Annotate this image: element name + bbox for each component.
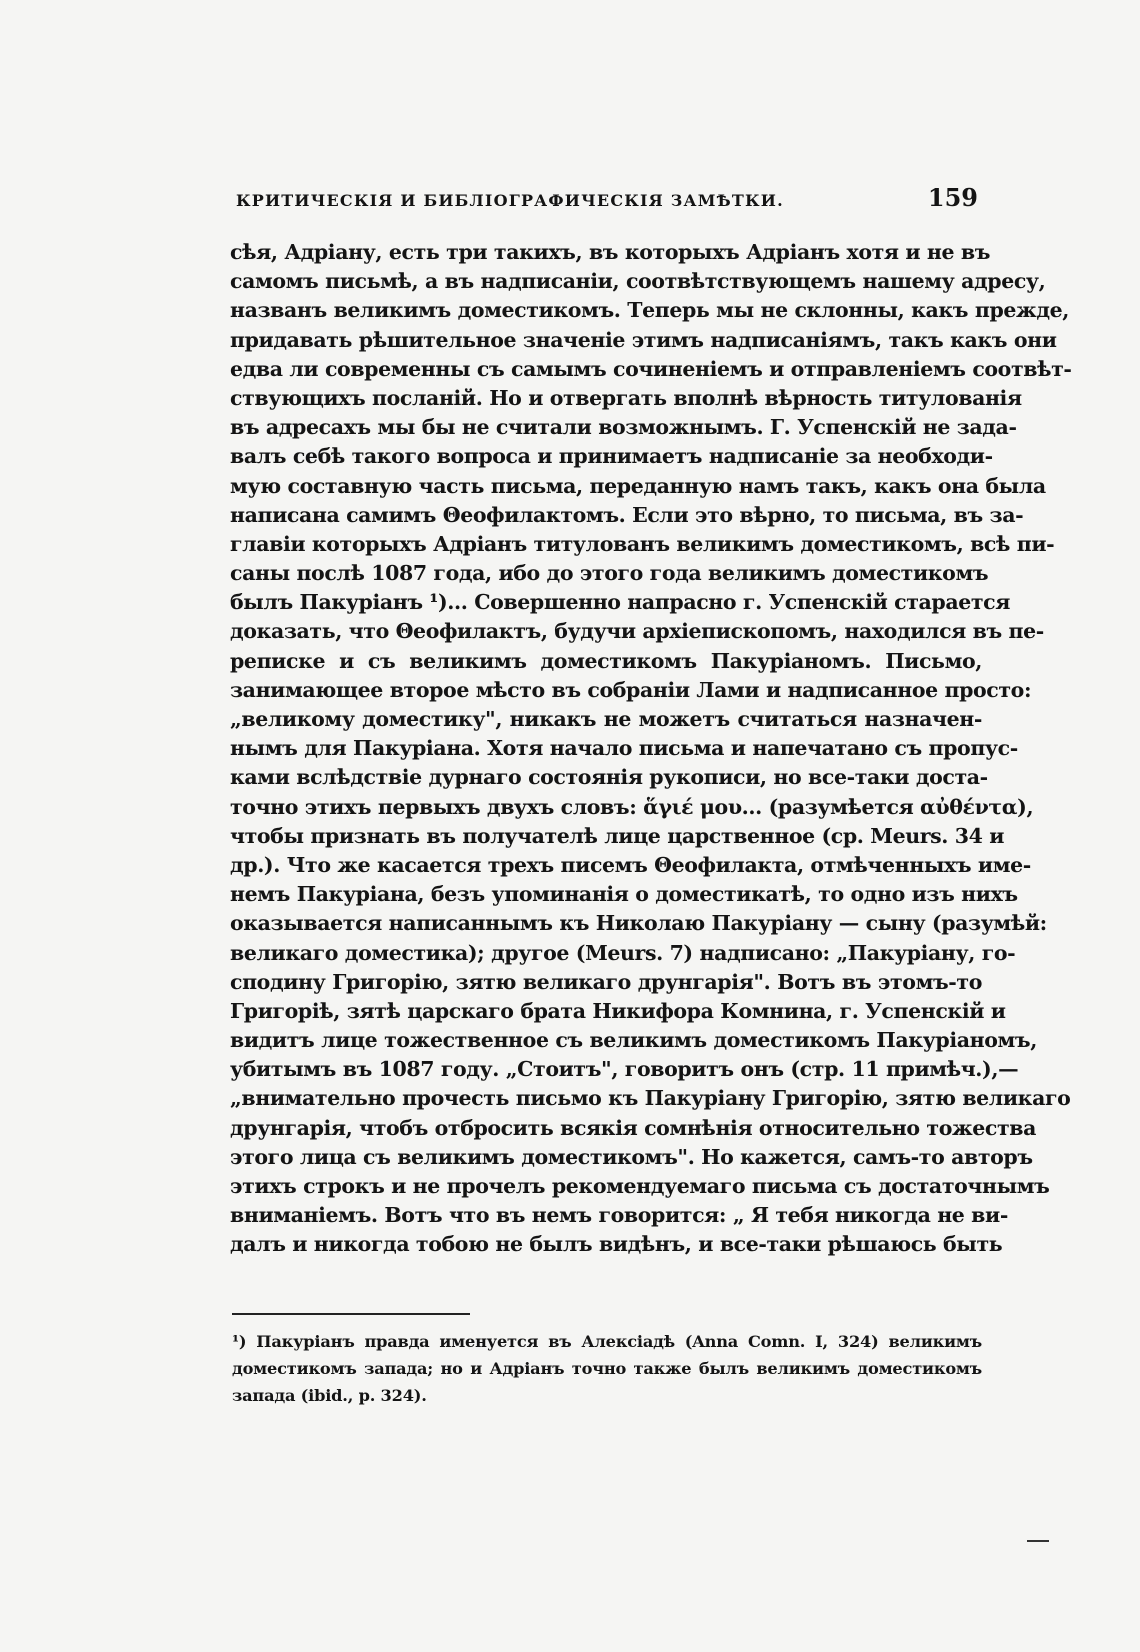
text-line: др.). Что же касается трехъ писемъ Θеофилакта, отмѣченныхъ име-	[230, 852, 1031, 877]
text-line: нымъ для Пакуріана. Хотя начало письма и напечатано съ пропус-	[230, 736, 1018, 761]
text-line: великаго доместика); другое (Meurs. 7) надписано: „Пакуріану, го-	[230, 940, 1016, 965]
footnote-line: доместикомъ запада; но и Адріанъ точно также былъ великимъ доместикомъ	[232, 1359, 982, 1378]
footnote-divider	[232, 1313, 470, 1315]
text-line: сподину Григорію, зятю великаго друнгарія". Вотъ въ этомъ-то	[230, 969, 982, 994]
text-line: „внимательно прочесть письмо къ Пакуріану Григорію, зятю великаго	[230, 1086, 1071, 1111]
text-line: этого лица съ великимъ доместикомъ". Но кажется, самъ-то авторъ	[230, 1144, 1033, 1169]
text-line: занимающее второе мѣсто въ собраніи Лами и надписанное просто:	[230, 677, 1032, 702]
running-title: КРИТИЧЕСКІЯ И БИБЛІОГРАФИЧЕСКІЯ ЗАМѢТКИ.	[236, 191, 784, 210]
text-line: Григоріѣ, зятѣ царскаго брата Никифора Комнина, г. Успенскій и	[230, 998, 1006, 1023]
text-line: придавать рѣшительное значеніе этимъ надписаніямъ, такъ какъ они	[230, 327, 1057, 352]
text-line: немъ Пакуріана, безъ упоминанія о доместикатѣ, то одно изъ нихъ	[230, 882, 1018, 907]
page-header	[236, 183, 978, 223]
text-line: мую составную часть письма, переданную намъ такъ, какъ она была	[230, 473, 1046, 498]
text-line: реписке и съ великимъ доместикомъ Пакуріаномъ. Письмо,	[230, 648, 982, 673]
text-line: сѣя, Адріану, есть три такихъ, въ которыхъ Адріанъ хотя и не въ	[230, 240, 991, 264]
text-line: самомъ письмѣ, а въ надписаніи, соотвѣтствующемъ нашему адресу,	[230, 269, 1046, 294]
text-line: ками вслѣдствіе дурнаго состоянія рукописи, но все-таки доста-	[230, 765, 988, 790]
text-line: далъ и никогда тобою не былъ видѣнъ, и все-таки рѣшаюсь быть	[230, 1232, 1003, 1257]
text-line: главіи которыхъ Адріанъ титулованъ великимъ доместикомъ, всѣ пи-	[230, 531, 1055, 556]
footnote-line: ¹) Пакуріанъ правда именуется въ Алексіадѣ (Anna Comn. I, 324) великимъ	[232, 1332, 982, 1351]
text-line: написана самимъ Θеофилактомъ. Если это вѣрно, то письма, въ за-	[230, 502, 1024, 527]
text-line: друнгарія, чтобъ отбросить всякія сомнѣнія относительно тожества	[230, 1115, 1037, 1140]
footnote-line: запада (ibid., p. 324).	[232, 1386, 427, 1405]
margin-mark	[1027, 1540, 1049, 1542]
text-line: оказывается написаннымъ къ Николаю Пакуріану — сыну (разумѣй:	[230, 911, 1047, 936]
text-line: въ адресахъ мы бы не считали возможнымъ. Г. Успенскій не зада-	[230, 415, 1017, 440]
text-line: валъ себѣ такого вопроса и принимаетъ надписаніе за необходи-	[230, 444, 993, 469]
text-line: видитъ лице тожественное съ великимъ доместикомъ Пакуріаномъ,	[230, 1028, 1037, 1053]
page-number: 159	[927, 183, 978, 212]
text-line: чтобы признать въ получателѣ лице царственное (ср. Meurs. 34 и	[230, 823, 1004, 848]
text-line: едва ли современны съ самымъ сочиненіемъ и отправленіемъ соотвѣт-	[230, 356, 1072, 381]
body-text	[230, 238, 1072, 1260]
text-line: доказать, что Θеофилактъ, будучи архіепископомъ, находился въ пе-	[230, 619, 1044, 644]
text-line: убитымъ въ 1087 году. „Стоитъ", говоритъ онъ (стр. 11 примѣч.),—	[230, 1057, 1019, 1082]
text-line: вниманіемъ. Вотъ что въ немъ говорится: „ Я тебя никогда не ви-	[230, 1203, 1008, 1228]
text-line: былъ Пакуріанъ ¹)... Совершенно напрасно г. Успенскій старается	[230, 590, 1010, 615]
footnote	[232, 1328, 982, 1409]
text-line: названъ великимъ доместикомъ. Теперь мы не склонны, какъ прежде,	[230, 298, 1069, 323]
text-line: этихъ строкъ и не прочелъ рекомендуемаго письма съ достаточнымъ	[230, 1174, 1050, 1198]
text-line: саны послѣ 1087 года, ибо до этого года великимъ доместикомъ	[230, 561, 989, 586]
text-line: точно этихъ первыхъ двухъ словъ: ἅγιέ μου... (разумѣется αὐθέντα),	[230, 794, 1034, 819]
text-line: „великому доместику", никакъ не можетъ считаться назначен-	[230, 707, 982, 731]
text-line: ствующихъ посланій. Но и отвергать вполнѣ вѣрность титулованія	[230, 385, 1022, 410]
